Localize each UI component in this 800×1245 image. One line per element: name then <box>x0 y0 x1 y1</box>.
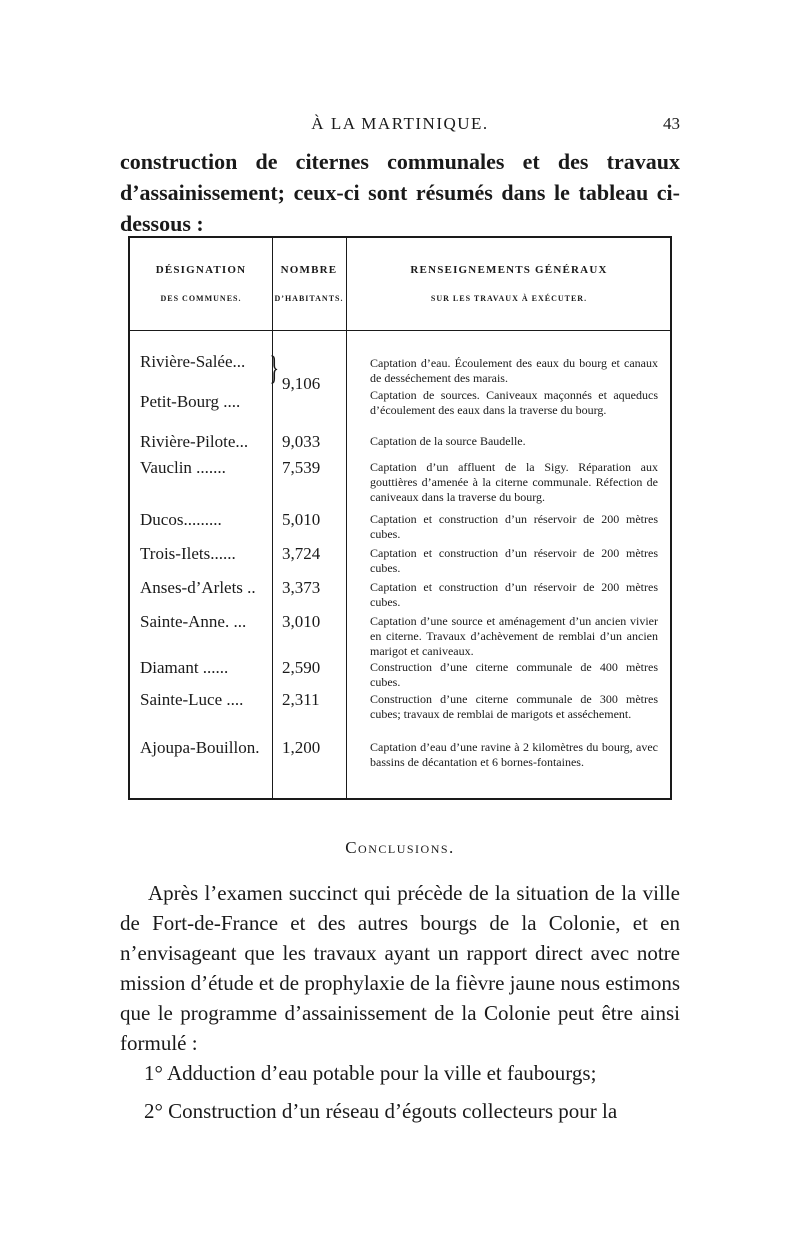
grouping-brace: } <box>269 350 280 387</box>
works-info: Captation d’un affluent de la Sigy. Réparation aux gouttières d’amenée à la citerne communale. Réfection de caniveaux dans la traverse du bourg. <box>370 460 658 504</box>
population-value: 3,010 <box>282 612 321 631</box>
population-value: 5,010 <box>282 510 321 529</box>
column-header-population: NOMBRE D’HABITANTS. <box>274 264 344 303</box>
commune-name: Rivière-Pilote... <box>140 432 249 451</box>
commune-name: Sainte-Luce .... <box>140 690 244 709</box>
works-info: Construction d’une citerne communale de 300 mètres cubes; travaux de remblai de marigots et asséchement. <box>370 692 658 721</box>
list-item <box>120 1058 680 1088</box>
running-head <box>120 114 680 142</box>
works-info: Captation et construction d’un réservoir de 200 mètres cubes. <box>370 512 658 541</box>
column-header-works: RENSEIGNEMENTS GÉNÉRAUX SUR LES TRAVAUX À EXÉCUTER. <box>410 264 608 303</box>
population-value: 2,590 <box>282 658 321 677</box>
population-value: 2,311 <box>282 690 320 709</box>
population-value: 3,373 <box>282 578 321 597</box>
works-info: Captation et construction d’un réservoir de 200 mètres cubes. <box>370 580 658 609</box>
column-divider <box>346 238 347 798</box>
list-number: 1° <box>144 1061 163 1085</box>
column-divider <box>272 238 273 798</box>
population-value: 9,106 <box>282 374 321 393</box>
running-title: À LA MARTINIQUE. <box>311 114 489 133</box>
commune-name: Sainte-Anne. ... <box>140 612 247 631</box>
list-text: Adduction d’eau potable pour la ville et faubourgs; <box>167 1061 597 1085</box>
commune-name: Ducos......... <box>140 510 222 529</box>
commune-name: Petit-Bourg .... <box>140 392 241 411</box>
list-text: Construction d’un réseau d’égouts collecteurs pour la <box>168 1099 618 1123</box>
works-info: Captation d’une source et aménagement d’un ancien vivier en citerne. Travaux d’achèvement de remblai d’un ancien marigot et caniveaux. <box>370 614 658 658</box>
works-info: Captation de la source Baudelle. <box>370 434 526 448</box>
conclusions-paragraph: Après l’examen succinct qui précède de la situation de la ville de Fort-de-France et des autres bourgs de la Colonie, et en n’envisageant que les travaux ayant un rapport direct avec notre mission d’étude et de prophylaxie de la fièvre jaune nous estimons que le programme d’assainissement de la Colonie peut être ainsi formulé : <box>120 881 680 1055</box>
works-info: Captation de sources. Caniveaux maçonnés et aqueducs d’écoulement des eaux dans la traverse du bourg. <box>370 388 658 417</box>
works-table <box>128 236 672 800</box>
section-heading: Conclusions. <box>345 838 455 857</box>
commune-name: Rivière-Salée... <box>140 352 246 371</box>
commune-name: Vauclin ....... <box>140 458 226 477</box>
list-number: 2° <box>144 1099 163 1123</box>
population-value: 1,200 <box>282 738 321 757</box>
population-value: 9,033 <box>282 432 321 451</box>
page-number: 43 <box>663 114 680 133</box>
works-info: Captation et construction d’un réservoir de 200 mètres cubes. <box>370 546 658 575</box>
list-item <box>120 1096 680 1126</box>
works-info: Construction d’une citerne communale de 400 mètres cubes. <box>370 660 658 689</box>
population-value: 7,539 <box>282 458 321 477</box>
works-info: Captation d’eau d’une ravine à 2 kilomètres du bourg, avec bassins de décantation et 6 bornes-fontaines. <box>370 740 658 769</box>
commune-name: Anses-d’Arlets .. <box>140 578 256 597</box>
header-divider <box>130 330 670 331</box>
works-info: Captation d’eau. Écoulement des eaux du bourg et canaux de desséchement des marais. <box>370 356 658 385</box>
intro-paragraph: construction de citernes communales et des travaux d’assainissement; ceux-ci sont résumés dans le tableau ci-dessous : <box>120 149 680 236</box>
column-header-designation: DÉSIGNATION DES COMMUNES. <box>155 264 247 303</box>
commune-name: Ajoupa-Bouillon. <box>140 738 260 757</box>
population-value: 3,724 <box>282 544 321 563</box>
commune-name: Diamant ...... <box>140 658 229 677</box>
commune-name: Trois-Ilets...... <box>140 544 236 563</box>
